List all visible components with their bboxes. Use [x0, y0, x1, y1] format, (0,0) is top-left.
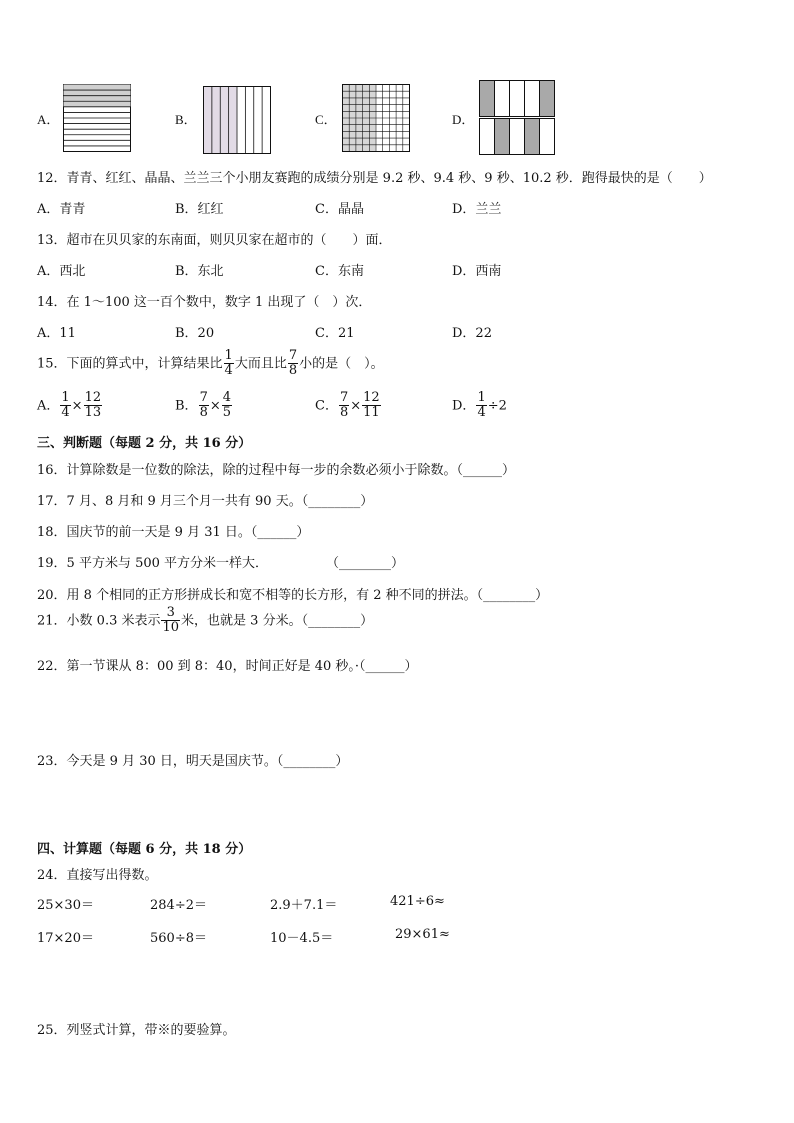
q21-fraction: $\frac{3}{10}$ — [162, 605, 180, 636]
q16-text: 16．计算除数是一位数的除法，除的过程中每一步的余数必须小于除数。（______） — [37, 463, 516, 478]
q24-item[interactable]: 29×61≈ — [395, 927, 450, 942]
q14-option-a[interactable]: A．11 — [37, 326, 76, 341]
q15-mid: 大而且比 — [234, 356, 287, 372]
q24-item[interactable]: 17×20＝ — [37, 931, 94, 946]
q11-figure-d — [479, 80, 557, 156]
q25-text: 25．列竖式计算，带※的要验算。 — [37, 1023, 236, 1038]
q12-text: 12．青青、红红、晶晶、兰兰三个小朋友赛跑的成绩分别是 9.2 秒、9.4 秒、9 秒、10.2 秒．跑得最快的是（ ） — [37, 171, 712, 186]
q13-option-d[interactable]: D．西南 — [452, 264, 502, 279]
q24-item[interactable]: 10－4.5＝ — [270, 931, 334, 946]
q12-option-d[interactable]: D．兰兰 — [452, 202, 502, 217]
q15-option-c[interactable]: C． $\frac{7}{8}$ × $\frac{12}{11}$ — [315, 390, 380, 421]
q13-option-c[interactable]: C．东南 — [315, 264, 364, 279]
q24-item[interactable]: 2.9＋7.1＝ — [270, 898, 338, 913]
q23-text: 23．今天是 9 月 30 日，明天是国庆节。（________） — [37, 754, 349, 769]
q11-figure-a — [63, 84, 131, 152]
q15-option-d[interactable]: D． $\frac{1}{4}$ ÷2 — [452, 390, 507, 421]
q24-item[interactable]: 284÷2＝ — [150, 898, 207, 913]
q15-question — [37, 349, 384, 379]
q18-text: 18．国庆节的前一天是 9 月 31 日。（______） — [37, 525, 310, 540]
q13-option-a[interactable]: A．西北 — [37, 264, 86, 279]
section-3-heading: 三、判断题（每题 2 分，共 16 分） — [37, 436, 252, 451]
q11-figure-b — [203, 86, 271, 154]
q15-fraction-1: $\frac{1}{4}$ — [224, 348, 233, 379]
q24-text: 24．直接写出得数。 — [37, 868, 158, 883]
q15-post: 小的是（ ）。 — [299, 356, 384, 372]
q11-option-b-label[interactable]: B． — [175, 112, 197, 127]
q17-text: 17．7 月、8 月和 9 月三个月一共有 90 天。（________） — [37, 494, 374, 509]
q19-answer-blank[interactable]: （________） — [326, 556, 405, 571]
q22-text: 22．第一节课从 8：00 到 8：40，时间正好是 40 秒。·（______） — [37, 659, 418, 674]
q19-text: 19．5 平方米与 500 平方分米一样大． — [37, 556, 269, 571]
q21-text: 21．小数 0.3 米表示 $\frac{3}{10}$ 米，也就是 3 分米。（________） — [37, 605, 374, 636]
q12-option-b[interactable]: B．红红 — [175, 202, 224, 217]
q24-item[interactable]: 25×30＝ — [37, 898, 94, 913]
q14-option-c[interactable]: C．21 — [315, 326, 355, 341]
q12-option-c[interactable]: C．晶晶 — [315, 202, 364, 217]
section-4-heading: 四、计算题（每题 6 分，共 18 分） — [37, 842, 252, 857]
q24-item[interactable]: 560÷8＝ — [150, 931, 207, 946]
q11-option-d-label[interactable]: D． — [452, 112, 475, 127]
q14-option-d[interactable]: D．22 — [452, 326, 492, 341]
q15-pre: 15．下面的算式中，计算结果比 — [37, 356, 223, 372]
q11-option-a-label[interactable]: A． — [37, 112, 60, 127]
q14-option-b[interactable]: B．20 — [175, 326, 215, 341]
q24-item[interactable]: 421÷6≈ — [390, 894, 445, 909]
q15-fraction-2: $\frac{7}{8}$ — [288, 348, 298, 379]
q15-option-a[interactable]: A． $\frac{1}{4}$ × $\frac{12}{13}$ — [37, 390, 102, 421]
q20-text: 20．用 8 个相同的正方形拼成长和宽不相等的长方形，有 2 种不同的拼法。（________） — [37, 588, 549, 603]
q13-text: 13．超市在贝贝家的东南面，则贝贝家在超市的（ ）面． — [37, 233, 392, 248]
q13-option-b[interactable]: B．东北 — [175, 264, 224, 279]
q11-figure-c — [342, 84, 410, 152]
q11-option-c-label[interactable]: C． — [315, 112, 337, 127]
q12-option-a[interactable]: A．青青 — [37, 202, 86, 217]
q15-option-b[interactable]: B． $\frac{7}{8}$ × $\frac{4}{5}$ — [175, 390, 232, 421]
q14-text: 14．在 1～100 这一百个数中，数字 1 出现了（ ）次． — [37, 295, 372, 310]
